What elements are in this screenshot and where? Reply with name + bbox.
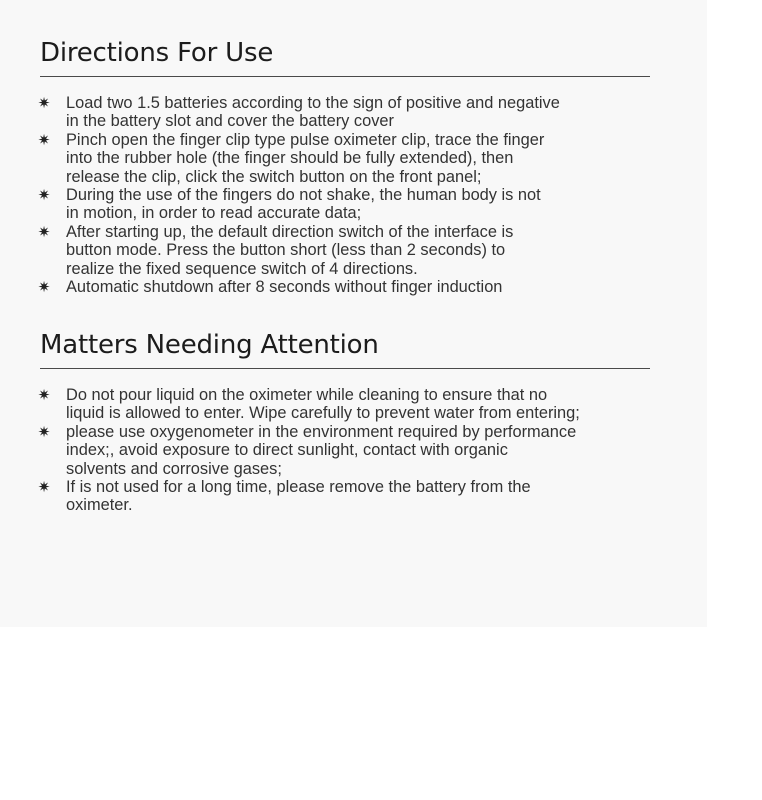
list-item — [37, 186, 650, 223]
list-item-text: Pinch open the finger clip type pulse oximeter clip, trace the finger into the rubber hole (the finger should be fully extended), then release the clip, click the switch button on the front panel; — [66, 130, 545, 186]
list-item — [37, 386, 698, 423]
attention-divider — [40, 368, 650, 369]
attention-list — [37, 386, 650, 515]
attention-section — [37, 328, 650, 515]
asterisk-star-icon: ✷ — [37, 130, 51, 149]
list-item-text: After starting up, the default direction switch of the interface is button mode. Press the button short (less than 2 seconds) to realize the fixed sequence switch of 4 directions. — [66, 222, 514, 278]
list-item-text: Do not pour liquid on the oximeter while cleaning to ensure that no liquid is allowed to enter. Wipe carefully to prevent water from entering; — [66, 386, 580, 423]
directions-list — [37, 94, 650, 297]
attention-heading: Matters Needing Attention — [40, 330, 379, 360]
list-item — [37, 130, 650, 186]
directions-section — [37, 36, 650, 297]
list-item — [37, 94, 650, 131]
asterisk-star-icon: ✷ — [37, 94, 51, 112]
list-item-text: Load two 1.5 batteries according to the sign of positive and negative in the battery slot and cover the battery cover — [66, 94, 560, 131]
list-item-text: If is not used for a long time, please remove the battery from the oximeter. — [66, 478, 531, 515]
list-item — [37, 222, 650, 278]
list-item-text: please use oxygenometer in the environment required by performance index;, avoid exposure to direct sunlight, contact with organic solvents and corrosive gases; — [66, 422, 577, 478]
list-item — [37, 278, 650, 297]
asterisk-star-icon: ✷ — [37, 478, 51, 497]
list-item-text: Automatic shutdown after 8 seconds without finger induction — [66, 278, 503, 297]
list-item-text: During the use of the fingers do not shake, the human body is not in motion, in order to read accurate data; — [66, 186, 541, 223]
asterisk-star-icon: ✷ — [37, 222, 51, 241]
list-item — [37, 422, 698, 478]
list-item — [37, 478, 698, 515]
asterisk-star-icon: ✷ — [37, 422, 51, 441]
directions-heading: Directions For Use — [40, 38, 274, 68]
asterisk-star-icon: ✷ — [37, 278, 51, 297]
asterisk-star-icon: ✷ — [37, 186, 51, 205]
asterisk-star-icon: ✷ — [37, 386, 51, 404]
directions-divider — [40, 76, 650, 77]
